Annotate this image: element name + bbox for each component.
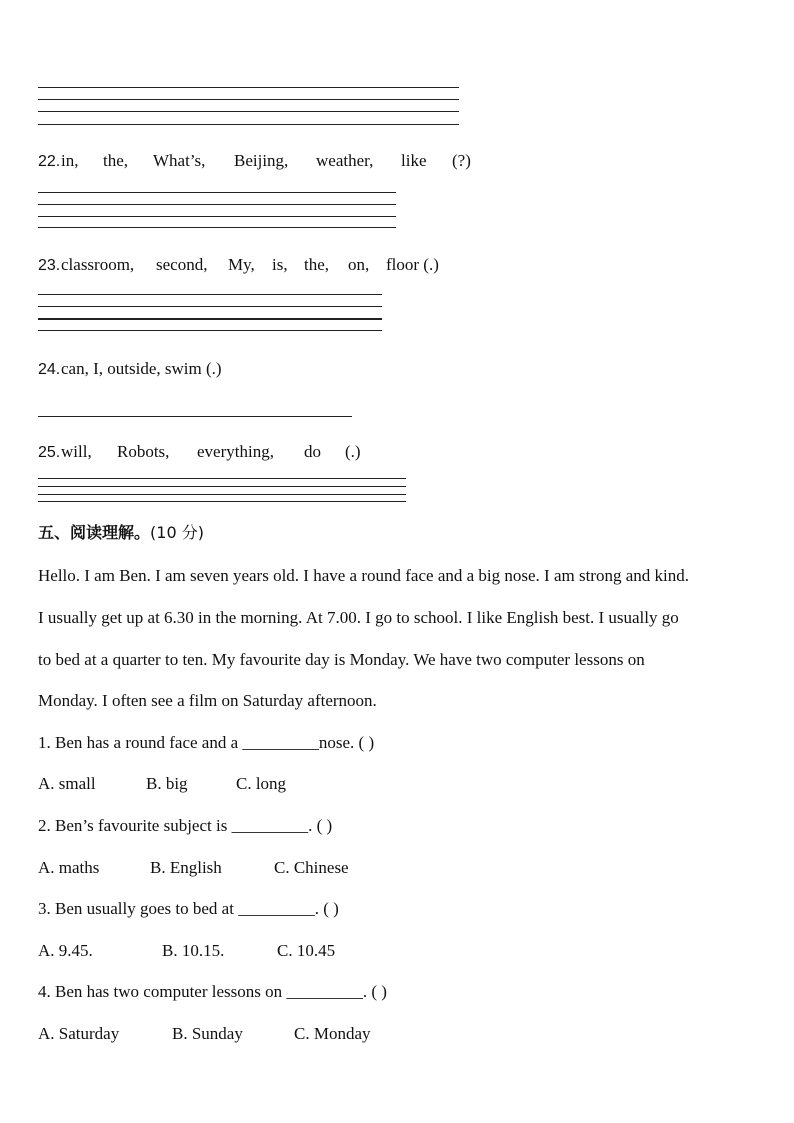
question-22-word: like (401, 151, 427, 170)
option[interactable]: A. maths (38, 858, 100, 877)
answer-line[interactable] (38, 330, 382, 331)
question-stem: 2. Ben’s favourite subject is _________. ( ) (38, 816, 333, 835)
section-score: (10 分) (150, 523, 204, 542)
question-22-word: What’s, (153, 151, 206, 170)
answer-line[interactable] (38, 318, 382, 320)
section-title-text: 五、阅读理解。 (38, 523, 151, 542)
option[interactable]: C. Monday (294, 1024, 371, 1043)
question-23 (38, 256, 60, 274)
answer-line[interactable] (38, 478, 406, 479)
question-25-word: everything, (197, 442, 274, 461)
question-25 (38, 443, 60, 461)
question-24-words: can, I, outside, swim (.) (61, 359, 222, 378)
question-23-word: is, (272, 255, 288, 274)
question-stem: 1. Ben has a round face and a _________nose. ( ) (38, 733, 375, 752)
passage-line: I usually get up at 6.30 in the morning. At 7.00. I go to school. I like English best. I usually go (38, 608, 679, 627)
answer-line[interactable] (38, 124, 459, 125)
passage-line: Monday. I often see a film on Saturday afternoon. (38, 691, 377, 710)
answer-line[interactable] (38, 306, 382, 307)
passage-line: to bed at a quarter to ten. My favourite day is Monday. We have two computer lessons on (38, 650, 645, 669)
question-23-word: My, (228, 255, 255, 274)
answer-line[interactable] (38, 204, 396, 205)
option[interactable]: B. English (150, 858, 222, 877)
question-23-word: on, (348, 255, 370, 274)
question-23-word: classroom, (61, 255, 135, 274)
question-25-word: Robots, (117, 442, 170, 461)
question-25-word: will, (61, 442, 92, 461)
question-25-word: (.) (345, 442, 361, 461)
question-23-word: floor (.) (386, 255, 439, 274)
question-number: 22. (38, 153, 61, 170)
section-title (38, 525, 204, 541)
question-22 (38, 152, 60, 170)
answer-line[interactable] (38, 416, 352, 417)
option[interactable]: C. long (236, 774, 287, 793)
answer-line[interactable] (38, 87, 459, 88)
answer-line[interactable] (38, 192, 396, 193)
option[interactable]: A. small (38, 774, 96, 793)
option[interactable]: A. Saturday (38, 1024, 120, 1043)
option[interactable]: B. big (146, 774, 188, 793)
question-stem: 3. Ben usually goes to bed at _________. ( ) (38, 899, 339, 918)
question-22-word: Beijing, (234, 151, 289, 170)
question-23-word: second, (156, 255, 208, 274)
option[interactable]: C. 10.45 (277, 941, 336, 960)
answer-line[interactable] (38, 294, 382, 295)
question-number: 24. (38, 361, 61, 378)
question-22-word: the, (103, 151, 129, 170)
question-stem: 4. Ben has two computer lessons on _________. ( ) (38, 982, 387, 1001)
question-number: 23. (38, 257, 61, 274)
option[interactable]: C. Chinese (274, 858, 349, 877)
passage-line: Hello. I am Ben. I am seven years old. I have a round face and a big nose. I am strong and kind. (38, 566, 689, 585)
answer-line[interactable] (38, 111, 459, 112)
answer-line[interactable] (38, 494, 406, 495)
question-22-word: (?) (452, 151, 471, 170)
question-22-word: weather, (316, 151, 374, 170)
question-number: 25. (38, 444, 61, 461)
question-24 (38, 360, 60, 378)
answer-line[interactable] (38, 486, 406, 487)
question-23-word: the, (304, 255, 330, 274)
option[interactable]: B. 10.15. (162, 941, 225, 960)
option[interactable]: B. Sunday (172, 1024, 243, 1043)
answer-line[interactable] (38, 216, 396, 217)
answer-line[interactable] (38, 227, 396, 228)
option[interactable]: A. 9.45. (38, 941, 93, 960)
answer-line[interactable] (38, 501, 406, 502)
answer-line[interactable] (38, 99, 459, 100)
question-25-word: do (304, 442, 321, 461)
question-22-word: in, (61, 151, 79, 170)
